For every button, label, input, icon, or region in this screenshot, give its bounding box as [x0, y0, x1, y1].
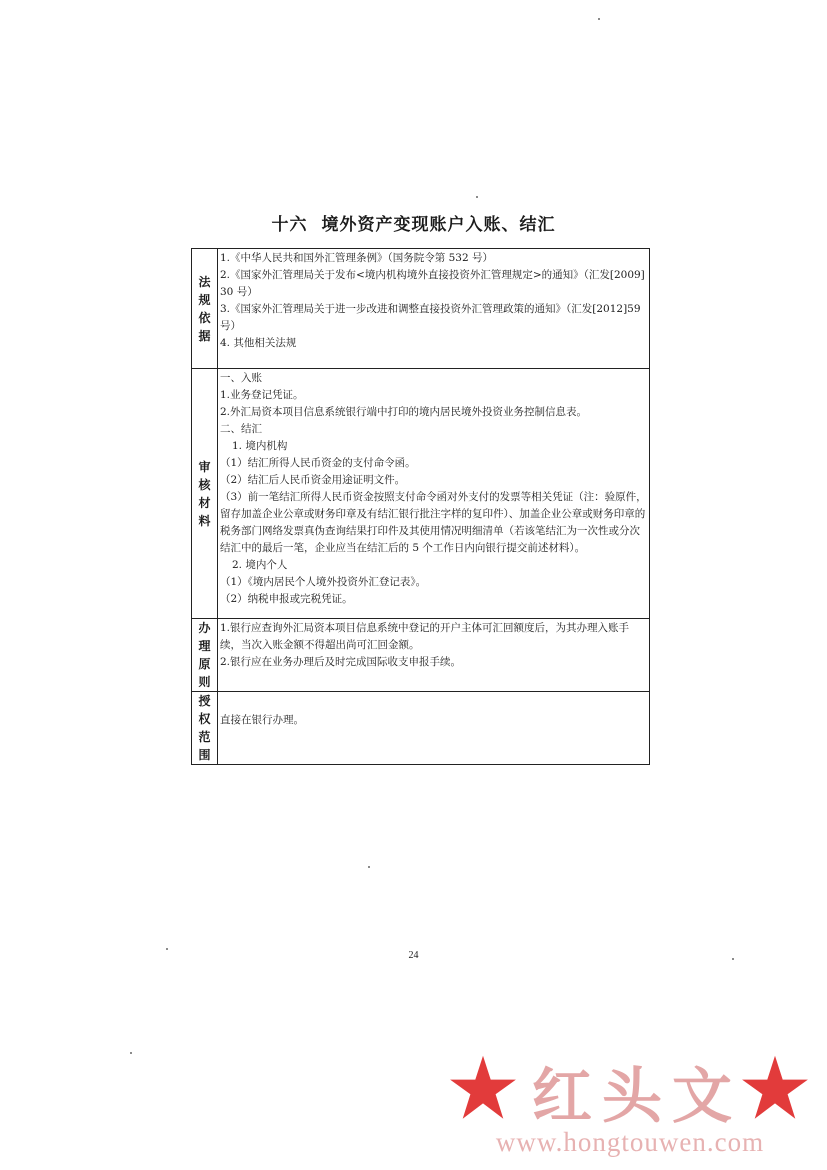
- scan-speck: [166, 948, 168, 950]
- section-label-authorization-scope: 授 权 范 围: [192, 692, 218, 765]
- regulation-table: [191, 248, 650, 765]
- star-icon: [448, 1053, 518, 1123]
- scan-speck: [732, 958, 734, 960]
- text-line: 2.外汇局资本项目信息系统银行端中打印的境内居民境外投资业务控制信息表。: [220, 406, 588, 418]
- section-label-legal-basis: 法 规 依 据: [192, 249, 218, 369]
- text-line: 1.业务登记凭证。: [220, 389, 304, 401]
- text-line: 1.《中华人民共和国外汇管理条例》（国务院令第 532 号）: [220, 252, 493, 264]
- text-line: 1. 境内机构: [232, 440, 288, 452]
- text-line: 2. 境内个人: [232, 559, 288, 571]
- title-number: 十六: [271, 215, 308, 235]
- page-title: [0, 210, 827, 235]
- title-text: 境外资产变现账户入账、结汇: [321, 215, 556, 235]
- section-content-authorization-scope: [218, 692, 650, 765]
- text-line: （1）结汇所得人民币资金的支付命令函。: [220, 457, 416, 469]
- section-legal-basis: [192, 249, 650, 369]
- text-line: （2）结汇后人民币资金用途证明文件。: [220, 474, 406, 486]
- text-line: 2.银行应在业务办理后及时完成国际收支申报手续。: [220, 656, 462, 668]
- text-line: （2）纳税申报或完税凭证。: [220, 593, 353, 605]
- page-number: 24: [408, 950, 419, 961]
- scan-speck: [368, 866, 370, 868]
- section-label-review-materials: 审 核 材 料: [192, 369, 218, 619]
- star-icon: [740, 1053, 810, 1123]
- section-content-review-materials: [218, 369, 650, 619]
- section-content-legal-basis: [218, 249, 650, 369]
- text-line: 一、入账: [220, 372, 262, 384]
- scan-speck: [130, 1052, 132, 1054]
- section-label-handling-principles: 办 理 原 则: [192, 619, 218, 692]
- section-review-materials: [192, 369, 650, 619]
- watermark-url: www.hongtouwen.com: [495, 1127, 765, 1157]
- text-line: 1.银行应查询外汇局资本项目信息系统中登记的开户主体可汇回额度后，为其办理入账手续，当次入账金额不得超出尚可汇回金额。: [220, 622, 630, 651]
- text-line: 4. 其他相关法规: [220, 337, 297, 349]
- text-line: （3）前一笔结汇所得人民币资金按照支付命令函对外支付的发票等相关凭证（注：验原件，留存加盖企业公章或财务印章及有结汇银行批注字样的复印件）、加盖企业公章或财务印章的税务部门网络发票真伪查询结果打印件及其使用情况明细清单（若该笔结汇为一次性或分次结汇中的最后一笔，企业应当在结汇后的 5 个工作日内向银行提交前述材料）。: [220, 491, 647, 554]
- scan-speck: [598, 18, 600, 20]
- watermark-text: 红头文: [532, 1062, 742, 1132]
- section-content-handling-principles: [218, 619, 650, 692]
- text-line: 3.《国家外汇管理局关于进一步改进和调整直接投资外汇管理政策的通知》（汇发[2012]59 号）: [220, 303, 641, 332]
- text-line: （1）《境内居民个人境外投资外汇登记表》。: [220, 576, 427, 588]
- scan-speck: [476, 196, 478, 198]
- section-handling-principles: [192, 619, 650, 692]
- text-line: 2.《国家外汇管理局关于发布<境内机构境外直接投资外汇管理规定>的通知》（汇发[2009]30 号）: [220, 269, 645, 298]
- section-authorization-scope: [192, 692, 650, 765]
- text-line: 直接在银行办理。: [220, 714, 304, 726]
- watermark: [440, 1045, 820, 1165]
- text-line: 二、结汇: [220, 423, 262, 435]
